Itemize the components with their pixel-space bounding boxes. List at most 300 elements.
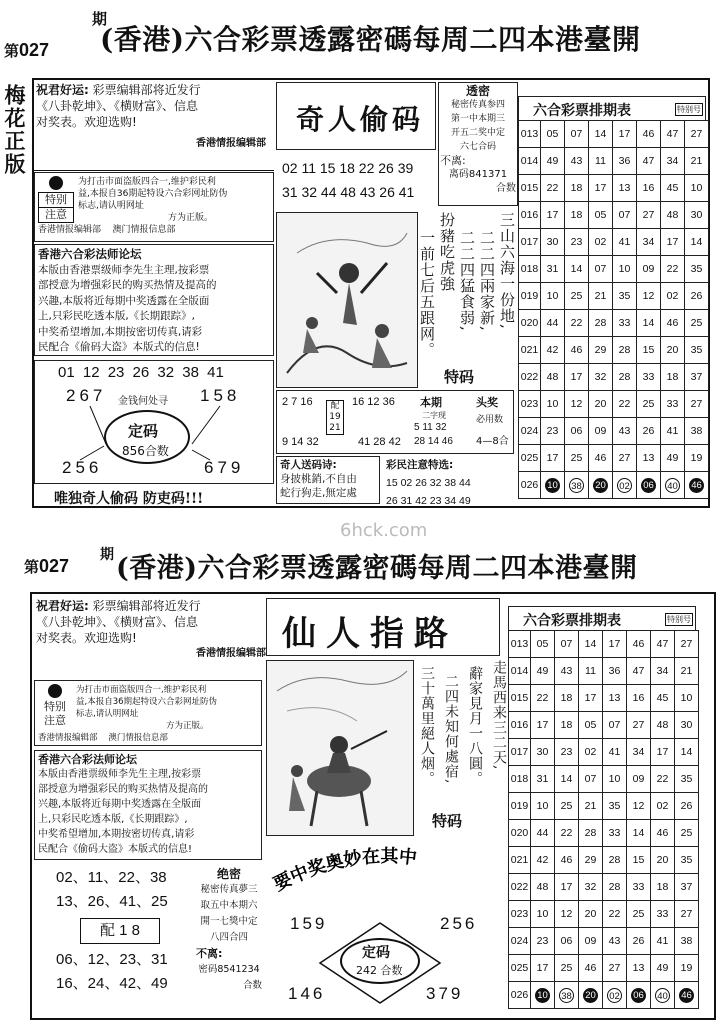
- number-cell: 30: [675, 712, 699, 739]
- table-row: [509, 685, 699, 712]
- issue-cell: 016: [509, 712, 531, 739]
- number-cell: 38: [685, 418, 709, 445]
- number-cell: 41: [603, 739, 627, 766]
- center-nums-row2: 31 32 44 48 43 26 41: [282, 184, 415, 200]
- secret-line: 开五二奖中定: [450, 128, 505, 138]
- ball-cell: [555, 982, 579, 1009]
- table-row: [509, 874, 699, 901]
- secret-text-1: [440, 84, 516, 196]
- ball-number: 46: [679, 988, 694, 1003]
- bomb-icon: [49, 176, 63, 190]
- number-cell: 17: [613, 121, 637, 148]
- table-row: [519, 121, 709, 148]
- left-num-top: 267: [66, 386, 107, 405]
- issue-cell: 025: [509, 955, 531, 982]
- number-cell: 35: [675, 847, 699, 874]
- ball-cell: [613, 472, 637, 499]
- secret-tail: 合数: [242, 980, 262, 991]
- ball-cell: [637, 472, 661, 499]
- number-cell: 11: [579, 658, 603, 685]
- number-cell: 34: [637, 229, 661, 256]
- ball-number: 38: [559, 988, 574, 1003]
- table-row: [519, 256, 709, 283]
- number-cell: 18: [565, 175, 589, 202]
- number-cell: 22: [555, 820, 579, 847]
- ball-number: 40: [665, 478, 680, 493]
- number-cell: 15: [637, 337, 661, 364]
- table-row: [519, 148, 709, 175]
- bottom-poem-line: 身披桃銷,不自由: [280, 473, 357, 485]
- issue-suffix-1: 期: [92, 10, 108, 28]
- number-cell: 05: [531, 631, 555, 658]
- number-cell: 05: [589, 202, 613, 229]
- secret-tail: 合数: [496, 183, 516, 194]
- number-cell: 25: [627, 901, 651, 928]
- number-cell: 07: [579, 766, 603, 793]
- notice-badge: [38, 684, 72, 728]
- number-cell: 33: [613, 310, 637, 337]
- banner-1: 唯独奇人偷码 防吏码!!!: [54, 491, 204, 507]
- greeting-signature: 香港情报编辑部: [196, 648, 266, 659]
- forum-line: 上,只彩民吃透本版,《长期跟踪》,: [38, 814, 188, 825]
- notice-sign-right-bottom: 澳门情报信息部: [108, 733, 168, 743]
- divider: [34, 170, 274, 171]
- number-cell: 10: [531, 793, 555, 820]
- forum-line: 中奖希望增加,本期按密切传真,请彩: [38, 325, 203, 338]
- forum-text-1: [38, 247, 272, 356]
- headline-1: (香港)六合彩票透露密碼每周二四本港臺開: [100, 23, 641, 56]
- schedule-grid-1: [518, 120, 709, 499]
- number-cell: 48: [541, 364, 565, 391]
- greeting-box-2: [36, 598, 272, 658]
- number-cell: 44: [531, 820, 555, 847]
- diamond-br: 379: [426, 984, 464, 1003]
- table-row: [519, 202, 709, 229]
- notice-badge-line2: 注意: [44, 714, 66, 727]
- forum-title: 香港六合彩法师论坛: [38, 247, 142, 261]
- greeting-signature: 香港情报编辑部: [196, 138, 266, 149]
- number-cell: 22: [613, 391, 637, 418]
- issue-cell: 021: [519, 337, 541, 364]
- number-cell: 28: [603, 847, 627, 874]
- table-row-latest: [519, 472, 709, 499]
- number-cell: 09: [627, 766, 651, 793]
- number-cell: 46: [637, 121, 661, 148]
- notice-badge-line1: 特别: [38, 192, 74, 208]
- ball-number: 10: [545, 478, 560, 493]
- left-nums-2: [56, 866, 168, 996]
- greeting-body-2: 《八卦乾坤》、《横财富》、信息: [36, 99, 199, 113]
- schedule-title: 六合彩票排期表: [523, 613, 621, 629]
- number-cell: 10: [541, 391, 565, 418]
- number-cell: 14: [579, 631, 603, 658]
- notice-line2: 益,本报自36期起特设六合彩网址防伪: [76, 697, 218, 707]
- bottom-select-1: [386, 458, 471, 508]
- number-cell: 22: [603, 901, 627, 928]
- number-cell: 25: [565, 445, 589, 472]
- number-cell: 47: [627, 658, 651, 685]
- number-cell: 22: [661, 256, 685, 283]
- number-cell: 10: [613, 256, 637, 283]
- notice-line1: 为打击市面盗版四合一,维护彩民利: [78, 177, 216, 187]
- number-cell: 26: [627, 928, 651, 955]
- schedule-header: [508, 606, 696, 630]
- number-cell: 25: [637, 391, 661, 418]
- number-cell: 27: [675, 631, 699, 658]
- number-cell: 21: [589, 283, 613, 310]
- table-row: [519, 337, 709, 364]
- schedule-tag: 特别号: [677, 105, 701, 114]
- right-num-top: 158: [200, 386, 241, 405]
- bottom-poem-title: 奇人送码诗:: [280, 459, 337, 471]
- mid-left-top: 2 7 16: [282, 396, 313, 408]
- forum-line: 民配合《偷码大盗》本版式的信息!: [38, 844, 193, 855]
- ball-cell: [565, 472, 589, 499]
- issue-cell: 015: [519, 175, 541, 202]
- notice-line3: 标志,请认明网址: [76, 709, 139, 719]
- poem-col: 三十萬里絕人烟。: [419, 666, 435, 786]
- poem-col: 二四未知何處宿,: [443, 674, 459, 785]
- pei-value: 19: [329, 412, 341, 422]
- issue-prefix: 第: [24, 558, 40, 576]
- issue-cell: 024: [519, 418, 541, 445]
- number-cell: 18: [661, 364, 685, 391]
- number-cell: 27: [637, 202, 661, 229]
- schedule-grid-2: [508, 630, 699, 1009]
- number-cell: 10: [675, 685, 699, 712]
- number-cell: 17: [589, 175, 613, 202]
- notice-line2: 益,本报自36期起特设六合彩网址防伪: [78, 189, 228, 199]
- right-num-bottom: 679: [204, 458, 245, 477]
- center-nums-row1: 02 11 15 18 22 26 39: [282, 160, 414, 176]
- notice-sign-right: 方为正版。: [168, 213, 214, 223]
- number-cell: 10: [531, 901, 555, 928]
- ball-cell: [685, 472, 709, 499]
- number-cell: 28: [613, 364, 637, 391]
- table-row: [509, 847, 699, 874]
- number-cell: 25: [565, 283, 589, 310]
- te-ma-2: 特码: [432, 812, 463, 830]
- issue-label-2: [24, 556, 69, 577]
- greeting-body-1: 彩票编辑部将近发行: [92, 83, 201, 97]
- issue-cell: 019: [519, 283, 541, 310]
- forum-line: 兴趣,本版将近每期中奖透露在全版面: [38, 294, 210, 307]
- bottom-select-title: 彩民注意特选:: [386, 459, 454, 471]
- number-row-1: 01 12 23 26 32 38 41: [58, 364, 224, 381]
- forum-title: 香港六合彩法师论坛: [38, 753, 137, 766]
- number-cell: 17: [541, 445, 565, 472]
- number-cell: 27: [675, 901, 699, 928]
- number-cell: 17: [579, 685, 603, 712]
- number-cell: 19: [685, 445, 709, 472]
- number-cell: 21: [579, 793, 603, 820]
- forum-line: 上,只彩民吃透本版,《长期跟踪》,: [38, 310, 196, 322]
- notice-sign-left-bottom: 香港情报编辑部: [38, 733, 98, 743]
- number-cell: 46: [555, 847, 579, 874]
- warrior-illustration-1: [276, 212, 418, 388]
- number-cell: 07: [603, 712, 627, 739]
- arc-text: 要中奖奥妙在其中: [270, 845, 418, 896]
- number-cell: 43: [613, 418, 637, 445]
- ball-number: 10: [535, 988, 550, 1003]
- number-cell: 16: [637, 175, 661, 202]
- left-num-row: 02、11、22、38: [56, 869, 167, 886]
- issue-cell: 018: [519, 256, 541, 283]
- table-row: [509, 820, 699, 847]
- ball-number: 02: [617, 478, 632, 493]
- number-cell: 07: [589, 256, 613, 283]
- number-cell: 30: [531, 739, 555, 766]
- number-cell: 20: [579, 901, 603, 928]
- rider-drawing: [267, 661, 414, 836]
- ball-cell: [531, 982, 555, 1009]
- ben-qi: 本期: [420, 396, 442, 409]
- forum-line: 部授意为增强彩民的购买热情及提高的: [38, 784, 208, 795]
- center-title-2: 仙人指路: [282, 614, 458, 654]
- forum-line: 兴趣,本版将近每期中奖透露在全版面: [38, 799, 202, 810]
- bottom-select-row: 26 31 42 23 34 49: [386, 495, 471, 507]
- table-row: [519, 391, 709, 418]
- schedule-title: 六合彩票排期表: [533, 103, 631, 119]
- secret-line: 開一七獎中定: [200, 916, 258, 927]
- issue-cell: 019: [509, 793, 531, 820]
- number-cell: 31: [541, 256, 565, 283]
- number-cell: 22: [565, 310, 589, 337]
- number-cell: 23: [555, 739, 579, 766]
- poem-col: 一前七后五跟网。: [418, 230, 436, 358]
- greeting-body-3: 对奖表。欢迎选购!: [36, 115, 137, 129]
- issue-cell: 016: [519, 202, 541, 229]
- ball-number: 40: [655, 988, 670, 1003]
- number-cell: 28: [613, 337, 637, 364]
- number-cell: 09: [589, 418, 613, 445]
- number-cell: 17: [565, 364, 589, 391]
- ball-cell: [579, 982, 603, 1009]
- number-cell: 07: [555, 631, 579, 658]
- secret-code: 密码8541234: [198, 964, 260, 975]
- number-cell: 45: [651, 685, 675, 712]
- number-cell: 12: [555, 901, 579, 928]
- number-cell: 14: [589, 121, 613, 148]
- mid-left-bottom: 9 14 32: [282, 436, 319, 448]
- range: 4—8合: [476, 436, 509, 447]
- number-cell: 14: [555, 766, 579, 793]
- headline-2: (香港)六合彩票透露密碼每周二四本港臺開: [116, 553, 638, 584]
- schedule-table-2: [508, 606, 699, 1009]
- bi-chu: 必用数: [476, 415, 504, 425]
- secret-line: 取五中本期六: [200, 900, 258, 911]
- number-cell: 18: [651, 874, 675, 901]
- number-cell: 28: [579, 820, 603, 847]
- table-row: [509, 766, 699, 793]
- number-cell: 27: [613, 445, 637, 472]
- number-cell: 34: [651, 658, 675, 685]
- secret-label: 不离:: [196, 947, 223, 960]
- number-cell: 43: [555, 658, 579, 685]
- watermark: 6hck.com: [340, 520, 428, 541]
- issue-cell: 020: [519, 310, 541, 337]
- number-cell: 02: [651, 793, 675, 820]
- number-cell: 28: [603, 874, 627, 901]
- notice-sign-right-bottom: 澳门情报信息部: [112, 225, 176, 235]
- notice-badge: [38, 176, 74, 223]
- number-cell: 26: [685, 283, 709, 310]
- number-cell: 43: [565, 148, 589, 175]
- issue-number: 027: [39, 556, 70, 576]
- issue-cell: 023: [519, 391, 541, 418]
- greeting-body-1: 彩票编辑部将近发行: [92, 599, 201, 613]
- left-num-bottom: 256: [62, 458, 103, 477]
- number-cell: 31: [531, 766, 555, 793]
- secret-title: 绝密: [216, 867, 241, 881]
- schedule-tag: 特别号: [667, 615, 691, 624]
- poem-col: 辭家見月一八圓。: [467, 666, 483, 786]
- number-cell: 26: [637, 418, 661, 445]
- side-label: 梅花正版: [2, 84, 27, 176]
- poem-2: [414, 660, 512, 810]
- table-row: [519, 283, 709, 310]
- number-cell: 22: [531, 685, 555, 712]
- greeting-title: 祝君好运:: [36, 599, 89, 613]
- er-zi: 二字现: [422, 411, 446, 420]
- issue-cell: 025: [519, 445, 541, 472]
- number-cell: 17: [531, 712, 555, 739]
- table-row: [509, 955, 699, 982]
- ball-cell: [651, 982, 675, 1009]
- number-cell: 46: [651, 820, 675, 847]
- number-cell: 12: [627, 793, 651, 820]
- issue-number: 027: [19, 40, 50, 60]
- arc-banner: [262, 836, 512, 896]
- table-row: [519, 175, 709, 202]
- te-ma-1: 特码: [444, 368, 475, 386]
- ball-cell: [661, 472, 685, 499]
- number-cell: 05: [541, 121, 565, 148]
- issue-cell: 022: [509, 874, 531, 901]
- mid-right-top: 16 12 36: [352, 396, 395, 408]
- greeting-body-2: 《八卦乾坤》、《横财富》、信息: [36, 615, 199, 629]
- table-row: [519, 418, 709, 445]
- warrior-illustration-2: [266, 660, 414, 836]
- ring-text: 金钱何处寻: [118, 396, 168, 407]
- notice-line1: 为打击市面盗版四合一,维护彩民利: [76, 685, 207, 695]
- issue-cell: 026: [519, 472, 541, 499]
- notice-sign-left-bottom: 香港情报编辑部: [38, 225, 102, 235]
- number-cell: 33: [627, 874, 651, 901]
- number-cell: 35: [685, 256, 709, 283]
- number-cell: 18: [565, 202, 589, 229]
- notice-badge-line2: 注意: [38, 208, 74, 223]
- number-cell: 22: [541, 175, 565, 202]
- issue-cell: 017: [509, 739, 531, 766]
- number-cell: 33: [661, 391, 685, 418]
- ball-cell: [603, 982, 627, 1009]
- left-num-pei: 配 1 8: [80, 918, 160, 944]
- number-cell: 48: [661, 202, 685, 229]
- number-cell: 46: [579, 955, 603, 982]
- number-cell: 34: [627, 739, 651, 766]
- number-cell: 06: [565, 418, 589, 445]
- number-cell: 11: [589, 148, 613, 175]
- notice-sign-right: 方为正版。: [166, 721, 209, 731]
- center-value: 856合数: [122, 444, 169, 458]
- number-cell: 43: [603, 928, 627, 955]
- number-cell: 25: [555, 955, 579, 982]
- number-cell: 10: [685, 175, 709, 202]
- number-cell: 09: [579, 928, 603, 955]
- poem-col: 二二四兩家新,: [478, 230, 496, 332]
- number-cell: 33: [651, 901, 675, 928]
- issue-cell: 024: [509, 928, 531, 955]
- secret-box-2: [196, 866, 262, 994]
- number-cell: 32: [579, 874, 603, 901]
- secret-code: 离码841371: [448, 169, 508, 180]
- secret-line: 六七合码: [459, 142, 496, 152]
- diamond-tr: 256: [440, 914, 478, 933]
- mid-right-bottom: 41 28 42: [358, 436, 401, 448]
- issue-cell: 021: [509, 847, 531, 874]
- number-cell: 49: [661, 445, 685, 472]
- number-cell: 49: [541, 148, 565, 175]
- secret-line: 八四合四: [209, 932, 248, 943]
- secret-label: 不离:: [440, 154, 466, 167]
- number-cell: 35: [675, 766, 699, 793]
- number-cell: 25: [675, 820, 699, 847]
- number-cell: 20: [661, 337, 685, 364]
- poem-col: 二二四猛食弱,: [458, 230, 476, 332]
- poem-1: [420, 212, 516, 362]
- forum-line: 本版由香港票级师李先生主理,按彩票: [38, 769, 202, 780]
- table-row: [509, 739, 699, 766]
- table-row: [519, 445, 709, 472]
- ball-cell: [627, 982, 651, 1009]
- ball-number: 20: [593, 478, 608, 493]
- number-cell: 25: [685, 310, 709, 337]
- number-cell: 14: [675, 739, 699, 766]
- number-cell: 14: [685, 229, 709, 256]
- number-cell: 23: [565, 229, 589, 256]
- number-cell: 29: [579, 847, 603, 874]
- table-row: [509, 793, 699, 820]
- number-cell: 34: [661, 148, 685, 175]
- number-cell: 35: [685, 337, 709, 364]
- number-cell: 14: [627, 820, 651, 847]
- poem-col: 扮豬吃虎強: [438, 212, 456, 292]
- left-num-row: 06、12、23、31: [56, 951, 168, 968]
- center-title: 定码: [128, 422, 159, 440]
- number-cell: 32: [589, 364, 613, 391]
- number-cell: 49: [651, 955, 675, 982]
- er-val-2: 28 14 46: [414, 436, 453, 447]
- forum-line: 部授意为增强彩民的购买热情及提高的: [38, 279, 217, 291]
- number-cell: 17: [531, 955, 555, 982]
- number-cell: 30: [685, 202, 709, 229]
- number-cell: 46: [589, 445, 613, 472]
- number-cell: 47: [637, 148, 661, 175]
- number-cell: 20: [651, 847, 675, 874]
- number-cell: 21: [685, 148, 709, 175]
- secret-line: 秘密传真参四: [450, 100, 505, 110]
- ball-number: 02: [607, 988, 622, 1003]
- poem-col: 走馬西来三二天,: [491, 660, 507, 771]
- number-cell: 36: [613, 148, 637, 175]
- number-cell: 17: [555, 874, 579, 901]
- number-cell: 22: [651, 766, 675, 793]
- diamond-bl: 146: [288, 984, 326, 1003]
- issue-prefix: 第: [4, 42, 20, 60]
- issue-cell: 015: [509, 685, 531, 712]
- number-cell: 25: [555, 793, 579, 820]
